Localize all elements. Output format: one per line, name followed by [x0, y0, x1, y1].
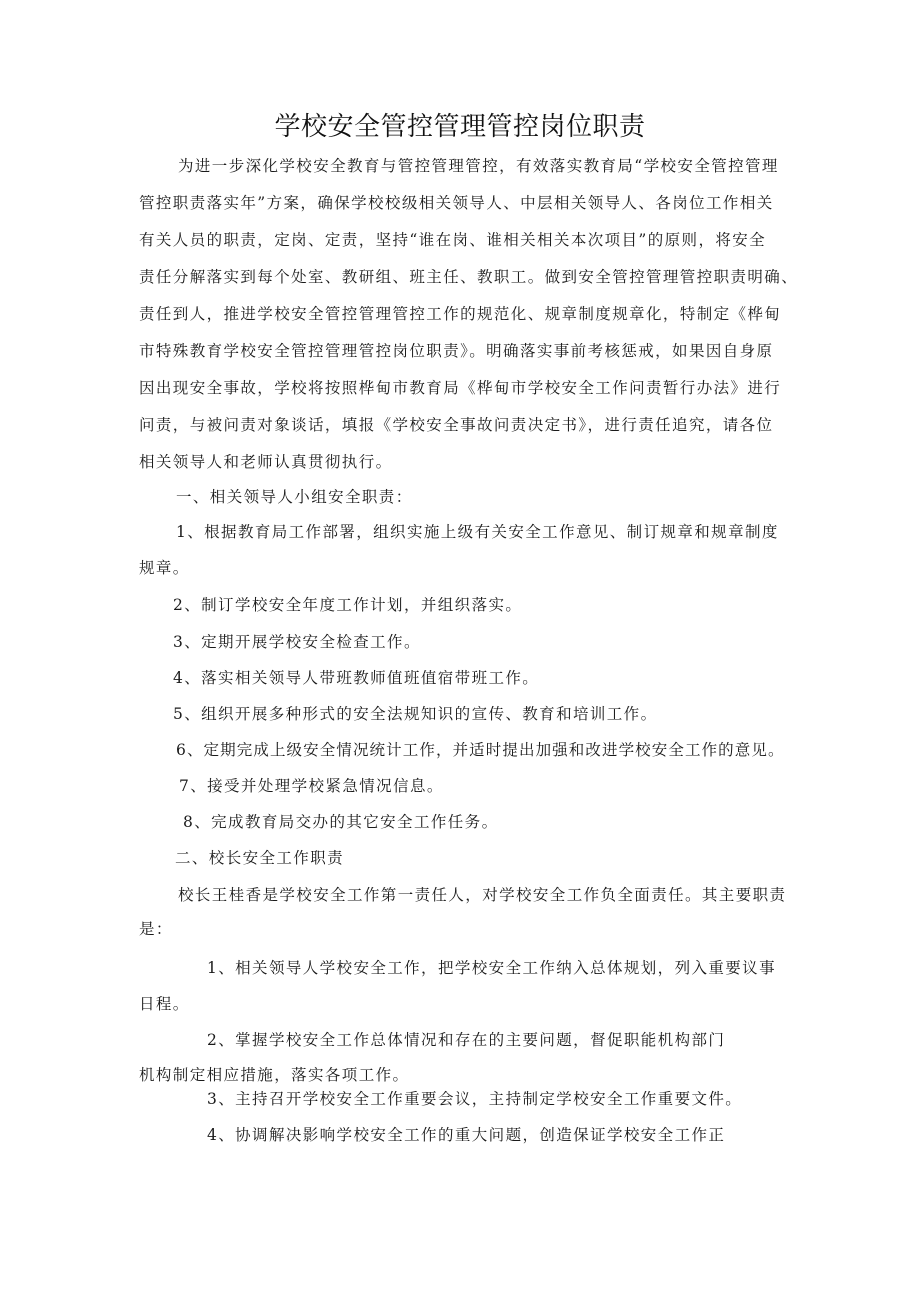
intro-line-6: 市特殊教育学校安全管控管理管控岗位职责》。明确落实事前考核惩戒，如果因自身原 — [139, 342, 774, 360]
section1-item1-line1: 1、根据教育局工作部署，组织实施上级有关安全工作意见、制订规章和规章制度 — [176, 523, 779, 541]
intro-line-4: 责任分解落实到每个处室、教研组、班主任、教职工。做到安全管控管理管控职责明确、 — [139, 268, 799, 286]
section1-item2: 2、制订学校安全年度工作计划，并组织落实。 — [173, 596, 523, 614]
intro-line-3: 有关人员的职责，定岗、定责，坚持“谁在岗、谁相关相关本次项目”的原则，将安全 — [139, 231, 767, 249]
section2-item1-line2: 日程。 — [139, 995, 190, 1013]
section1-item3: 3、定期开展学校安全检查工作。 — [173, 633, 421, 651]
section2-intro-line1: 校长王桂香是学校安全工作第一责任人，对学校安全工作负全面责任。其主要职责 — [178, 886, 787, 904]
intro-line-7: 因出现安全事故，学校将按照桦甸市教育局《桦甸市学校安全工作问责暂行办法》进行 — [139, 379, 782, 397]
section2-heading: 二、校长安全工作职责 — [175, 849, 345, 867]
section1-item7: 7、接受并处理学校紧急情况信息。 — [179, 777, 444, 795]
intro-line-5: 责任到人，推进学校安全管控管理管控工作的规范化、规章制度规章化，特制定《桦甸 — [139, 305, 782, 323]
section2-item4: 4、协调解决影响学校安全工作的重大问题，创造保证学校安全工作正 — [207, 1126, 726, 1144]
section1-item1-line2: 规章。 — [139, 559, 190, 577]
section1-item6: 6、定期完成上级安全情况统计工作，并适时提出加强和改进学校安全工作的意见。 — [176, 741, 785, 759]
document-title: 学校安全管控管理管控岗位职责 — [274, 112, 646, 142]
section1-item8: 8、完成教育局交办的其它安全工作任务。 — [183, 813, 499, 831]
section2-item2-line2: 机构制定相应措施，落实各项工作。 — [139, 1066, 410, 1084]
section2-item3: 3、主持召开学校安全工作重要会议，主持制定学校安全工作重要文件。 — [207, 1090, 743, 1108]
section2-item1-line1: 1、相关领导人学校安全工作，把学校安全工作纳入总体规划，列入重要议事 — [207, 959, 776, 977]
intro-line-8: 问责，与被问责对象谈话，填报《学校安全事故问责决定书》，进行责任追究，请各位 — [139, 416, 774, 434]
section2-item2-line1: 2、掌握学校安全工作总体情况和存在的主要问题，督促职能机构部门 — [207, 1031, 726, 1049]
section2-intro-line2: 是： — [139, 920, 173, 938]
section1-heading: 一、相关领导人小组安全职责： — [176, 488, 413, 506]
intro-line-9: 相关领导人和老师认真贯彻执行。 — [139, 453, 393, 471]
section1-item5: 5、组织开展多种形式的安全法规知识的宣传、教育和培训工作。 — [173, 705, 658, 723]
intro-line-2: 管控职责落实年”方案，确保学校校级相关领导人、中层相关领导人、各岗位工作相关 — [139, 194, 774, 212]
section1-item4: 4、落实相关领导人带班教师值班值宿带班工作。 — [173, 669, 540, 687]
intro-line-1: 为进一步深化学校安全教育与管控管理管控，有效落实教育局“学校安全管控管理 — [178, 157, 779, 175]
